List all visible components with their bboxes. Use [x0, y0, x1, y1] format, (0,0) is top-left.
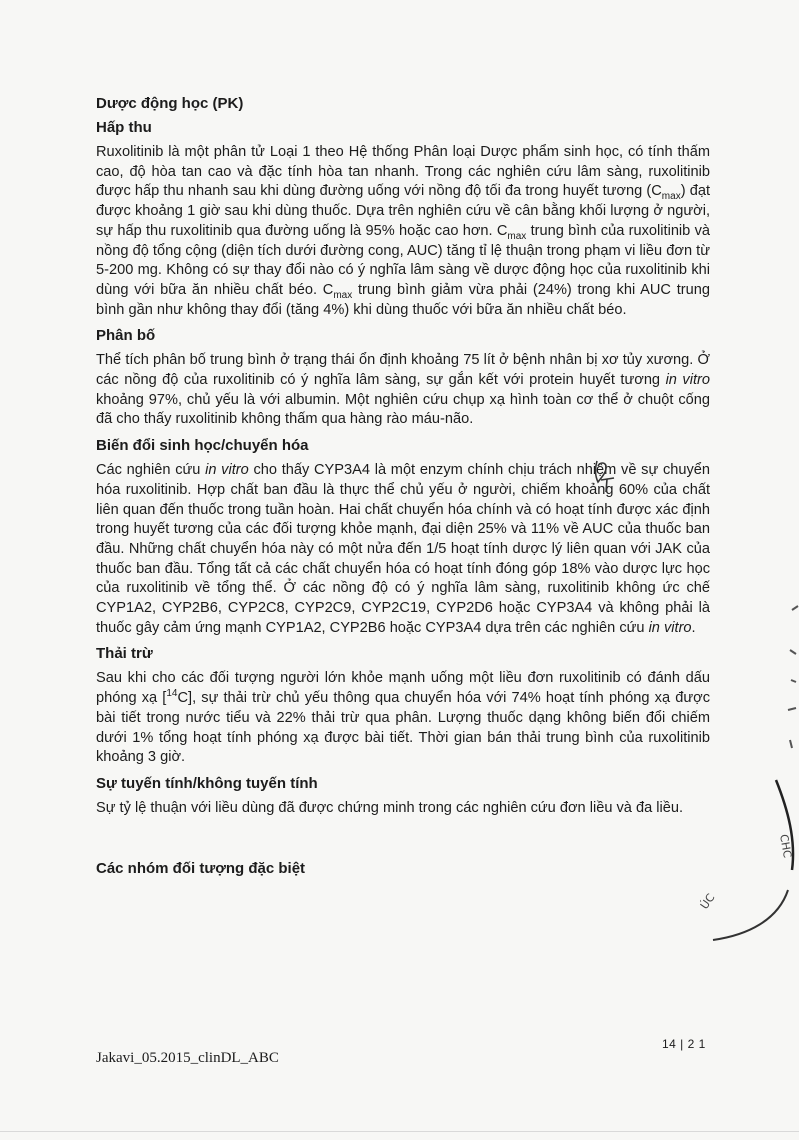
text-run: Ruxolitinib là một phân tử Loại 1 theo Hệ thống Phân loại Dược phẩm sinh học, có tính thấm cao, độ hòa tan cao và đặc tính hòa tan nhanh. Trong các nghiên cứu lâm sàng, ruxolitinib được hấp thu nhanh sau khi dùng đường uống với nồng độ tối đa trong huyết tương (C	[96, 144, 710, 200]
paragraph-linearity	[96, 799, 710, 819]
text-run: Sau khi cho các đối tượng người lớn khỏe mạnh uống một liều đơn ruxolitinib có đánh dấu phóng xạ [	[96, 670, 710, 707]
text-run: Các nghiên cứu	[96, 462, 206, 479]
section-heading-absorption: Hấp thu	[96, 119, 152, 136]
paragraph-absorption	[96, 143, 710, 320]
italic-text: in vitro	[648, 619, 692, 636]
text-run: trung bình giảm vừa phải (24%) trong khi AUC trung bình gần như không thay đổi (tăng 4%) khi dùng thuốc với bữa ăn nhiều chất béo.	[96, 281, 710, 318]
subscript: max	[507, 230, 527, 242]
italic-text: in vitro	[665, 372, 710, 389]
text-run: .	[691, 619, 696, 636]
partial-stamp-seal	[688, 590, 799, 950]
text-run: Thể tích phân bố trung bình ở trạng thái ổn định khoảng 75 lít ở bệnh nhân bị xơ tủy xương. Ở các nồng độ của ruxolitinib có ý nghĩa lâm sàng, sự gắn kết với protein huyết tương	[96, 352, 710, 389]
text-run: ) đạt được khoảng 1 giờ sau khi dùng thuốc. Dựa trên nghiên cứu về cân bằng khối lượng ở người, sự hấp thu ruxolitinib qua đường uống là 95% hoặc cao hơn. C	[96, 183, 711, 239]
footer-document-id: Jakavi_05.2015_clinDL_ABC	[96, 1050, 279, 1066]
italic-text: in vitro	[205, 462, 249, 479]
section-heading-pk: Dược động học (PK)	[96, 95, 244, 112]
subscript: max	[333, 289, 353, 301]
paragraph-distribution	[96, 351, 710, 430]
svg-text:CHC: CHC	[777, 833, 794, 859]
superscript: 14	[166, 688, 178, 700]
section-heading-metabolism: Biến đổi sinh học/chuyển hóa	[96, 437, 309, 455]
section-heading-elimination: Thải trừ	[96, 645, 153, 663]
text-run: khoảng 97%, chủ yếu là với albumin. Một nghiên cứu chụp xạ hình toàn cơ thể ở chuột cống đã cho thấy ruxolitinib không thấm qua hàng rào máu-não.	[96, 391, 710, 428]
footer-page-number: 14 | 2 1	[662, 1037, 706, 1051]
text-run: C], sự thải trừ chủ yếu thông qua chuyển hóa với 74% hoạt tính phóng xạ được bài tiết trong nước tiểu và 22% thải trừ qua phân. Lượng thuốc dạng không biến đổi chiếm dưới 1% tổng hoạt tính phóng xạ được bài tiết. Thời gian bán thải trung bình của ruxolitinib khoảng 3 giờ.	[96, 690, 710, 766]
text-run: cho thấy CYP3A4 là một enzym chính chịu trách nhiệm về sự chuyển hóa ruxolitinib. Hợp chất ban đầu là thực thể chủ yếu ở người, chiếm khoảng 60% của chất liên quan đến thuốc trong tuần hoàn. Hai chất chuyển hóa chính và có hoạt tính được xác định trong huyết tương của các đối tượng khỏe mạnh, đại diện 25% và 11% về AUC của thuốc ban đầu. Những chất chuyển hóa này có một nửa đến 1/5 hoạt tính dược lý liên quan với JAK của thuốc ban đầu. Tổng tất cả các chất chuyển hóa có hoạt tính đóng góp 18% vào dược lực học của ruxolitinib về tổng thể. Ở các nồng độ có ý nghĩa lâm sàng, ruxolitinib không ức chế CYP1A2, CYP2B6, CYP2C8, CYP2C9, CYP2C19, CYP2D6 hoặc CYP3A4 và không phải là thuốc gây cảm ứng mạnh CYP1A2, CYP2B6 hoặc CYP3A4 dựa trên các nghiên cứu	[96, 462, 711, 636]
section-heading-distribution: Phân bố	[96, 327, 156, 345]
paragraph-elimination	[96, 669, 710, 768]
text-run: trung bình của ruxolitinib và nồng độ tổng cộng (diện tích dưới đường cong, AUC) tăng tỉ lệ thuận trong phạm vi liều đơn từ 5-200 mg. Không có sự thay đổi nào có ý nghĩa lâm sàng về dược động học của ruxolitinib khi dùng với bữa ăn nhiều chất béo. C	[96, 222, 710, 298]
text-run: Sự tỷ lệ thuận với liều dùng đã được chứng minh trong các nghiên cứu đơn liều và đa liều.	[96, 799, 684, 816]
svg-text:ÚC: ÚC	[697, 891, 718, 912]
section-heading-special-populations: Các nhóm đối tượng đặc biệt	[96, 859, 306, 877]
handwritten-initials-mark	[592, 458, 618, 494]
scan-edge-line	[0, 1131, 799, 1132]
subscript: max	[661, 191, 681, 203]
spacer	[96, 825, 710, 859]
section-heading-linearity: Sự tuyến tính/không tuyến tính	[96, 774, 318, 792]
